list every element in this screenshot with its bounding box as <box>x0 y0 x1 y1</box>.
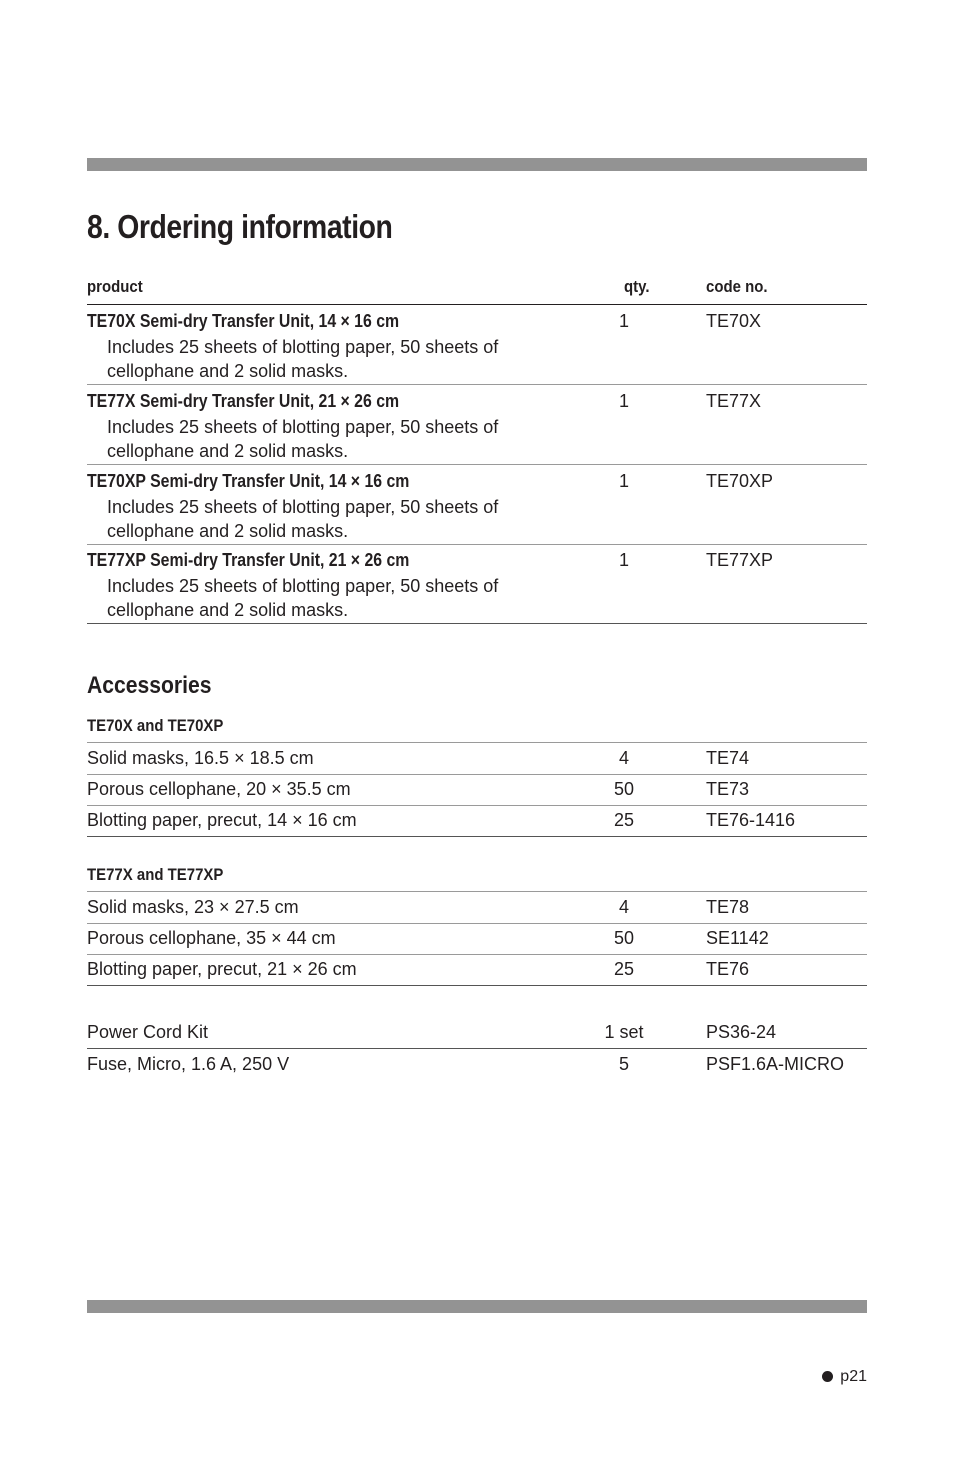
accessory-code: PSF1.6A-MICRO <box>706 1054 845 1074</box>
accessory-code: TE73 <box>706 779 750 799</box>
accessory-code: TE78 <box>706 897 750 917</box>
accessory-code: TE74 <box>706 748 750 768</box>
product-row <box>87 305 867 385</box>
product-description: Includes 25 sheets of blotting paper, 50 sheets of cellophane and 2 solid masks. <box>107 417 499 461</box>
product-name: TE77XP Semi-dry Transfer Unit, 21 × 26 cm <box>87 550 410 570</box>
product-qty: 1 <box>618 311 629 331</box>
product-description: Includes 25 sheets of blotting paper, 50 sheets of cellophane and 2 solid masks. <box>107 576 499 620</box>
accessory-qty: 25 <box>613 959 635 979</box>
product-code: TE70XP <box>706 471 774 491</box>
product-description: Includes 25 sheets of blotting paper, 50 sheets of cellophane and 2 solid masks. <box>107 497 499 541</box>
accessory-group-title: TE77X and TE77XP <box>87 865 867 892</box>
accessory-qty: 50 <box>613 928 635 948</box>
accessory-qty: 4 <box>618 897 629 917</box>
accessory-qty: 25 <box>613 810 635 830</box>
product-code: TE77X <box>706 391 762 411</box>
bullet-icon <box>822 1371 833 1382</box>
accessory-row <box>87 743 867 775</box>
table-header: product qty. code no. <box>87 277 867 305</box>
product-name: TE70XP Semi-dry Transfer Unit, 14 × 16 cm <box>87 471 410 491</box>
accessory-qty: 4 <box>618 748 629 768</box>
bottom-rule <box>87 1300 867 1313</box>
page-number: p21 <box>840 1368 867 1385</box>
accessory-row <box>87 1017 867 1049</box>
accessory-code: TE76 <box>706 959 750 979</box>
accessory-description: Power Cord Kit <box>87 1022 209 1042</box>
accessory-description: Fuse, Micro, 1.6 A, 250 V <box>87 1054 290 1074</box>
accessory-description: Blotting paper, precut, 14 × 16 cm <box>87 810 357 830</box>
product-code: TE77XP <box>706 550 774 570</box>
accessory-code: SE1142 <box>706 928 769 948</box>
product-qty: 1 <box>618 471 629 491</box>
page-title: 8. Ordering information <box>87 208 393 245</box>
page-footer <box>822 1368 867 1386</box>
accessory-description: Porous cellophane, 35 × 44 cm <box>87 928 336 948</box>
accessory-description: Solid masks, 16.5 × 18.5 cm <box>87 748 314 768</box>
accessory-qty: 50 <box>613 779 635 799</box>
product-qty: 1 <box>618 391 629 411</box>
product-name: TE70X Semi-dry Transfer Unit, 14 × 16 cm <box>87 311 400 331</box>
accessory-description: Porous cellophane, 20 × 35.5 cm <box>87 779 351 799</box>
accessory-qty: 5 <box>618 1054 629 1074</box>
accessory-description: Blotting paper, precut, 21 × 26 cm <box>87 959 357 979</box>
accessory-row <box>87 954 867 986</box>
accessory-row <box>87 774 867 806</box>
top-rule <box>87 158 867 171</box>
product-description: Includes 25 sheets of blotting paper, 50 sheets of cellophane and 2 solid masks. <box>107 337 499 381</box>
product-qty: 1 <box>618 550 629 570</box>
product-row <box>87 385 867 465</box>
accessories-heading: Accessories <box>87 672 212 699</box>
accessory-row <box>87 923 867 955</box>
accessory-group-title: TE70X and TE70XP <box>87 716 867 743</box>
accessory-row <box>87 1049 867 1080</box>
accessory-description: Solid masks, 23 × 27.5 cm <box>87 897 299 917</box>
product-row <box>87 465 867 545</box>
product-row <box>87 544 867 624</box>
accessory-code: TE76-1416 <box>706 810 796 830</box>
accessory-row <box>87 892 867 924</box>
accessory-row <box>87 805 867 837</box>
product-name: TE77X Semi-dry Transfer Unit, 21 × 26 cm <box>87 391 400 411</box>
accessory-code: PS36-24 <box>706 1022 777 1042</box>
accessory-qty: 1 set <box>604 1022 644 1042</box>
product-code: TE70X <box>706 311 762 331</box>
